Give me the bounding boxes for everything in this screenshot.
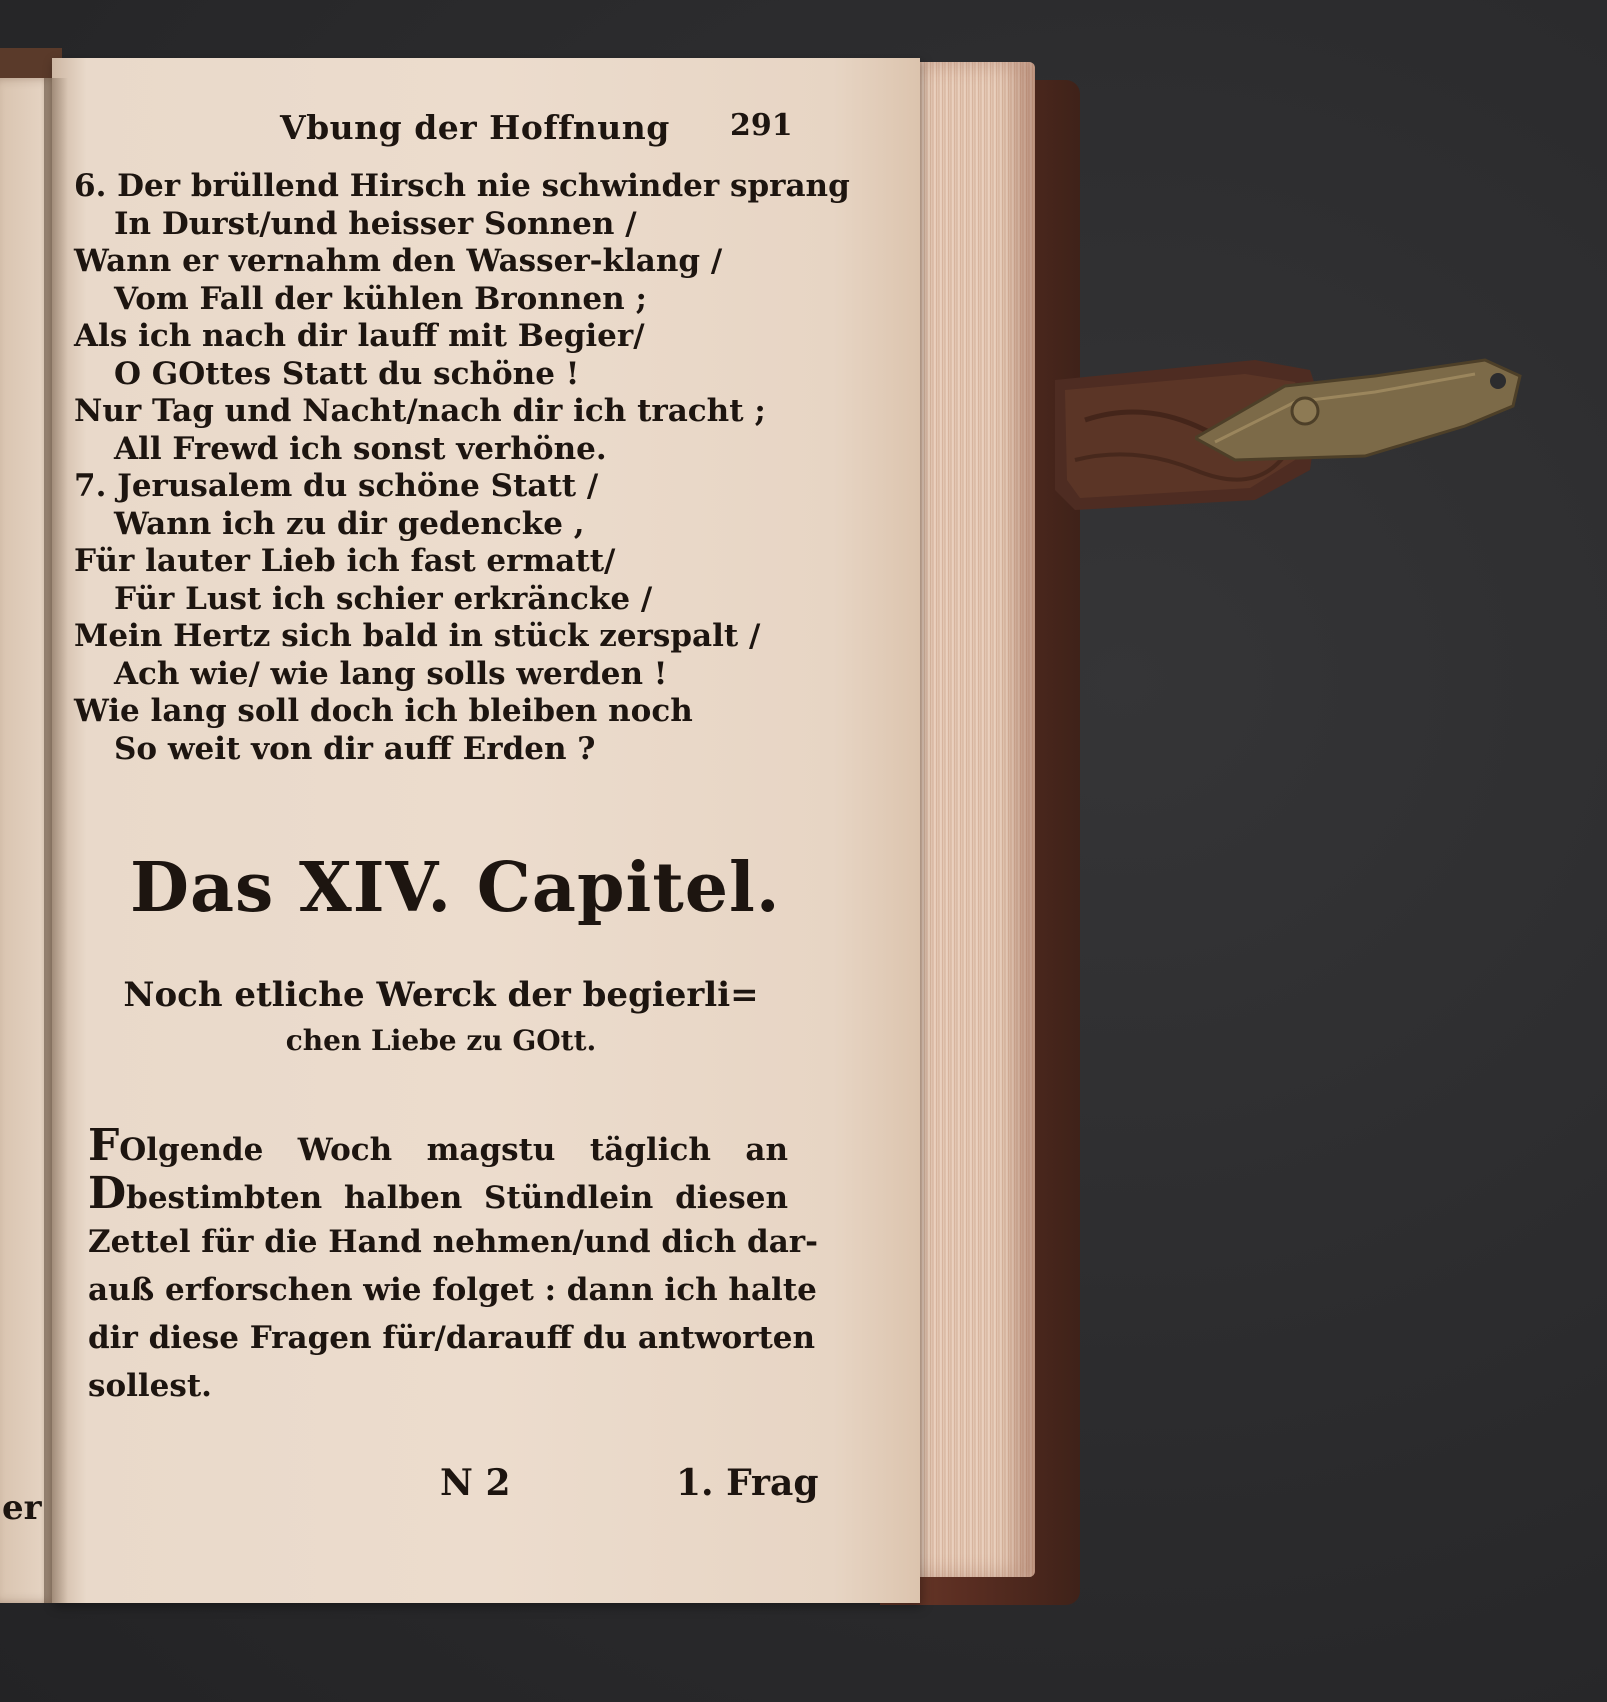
- verse-line: Für Lust ich schier erkräncke /: [114, 580, 653, 617]
- verse-line: So weit von dir auff Erden ?: [114, 730, 596, 767]
- body-line-text: bestimbten halben Stündlein diesen: [126, 1180, 788, 1216]
- verse-line: Wie lang soll doch ich bleiben noch: [74, 693, 693, 729]
- body-line-text: Olgende Woch magstu täglich an: [119, 1132, 788, 1168]
- verse-line: Ach wie/ wie lang solls werden !: [114, 655, 668, 692]
- verse-line: O GOttes Statt du schöne !: [114, 355, 580, 392]
- verse-line: Als ich nach dir lauff mit Begier/: [74, 318, 645, 354]
- running-head: Vbung der Hoffnung: [280, 108, 670, 147]
- page-number: 291: [730, 108, 793, 143]
- gutter-shadow: [44, 78, 68, 1603]
- subtitle-line-2: chen Liebe zu GOtt.: [285, 1024, 597, 1057]
- verse-line: All Frewd ich sonst verhöne.: [114, 430, 607, 467]
- verse-line: Mein Hertz sich bald in stück zerspalt /: [74, 618, 761, 654]
- body-line: sollest.: [88, 1368, 212, 1404]
- drop-initial: F: [88, 1120, 120, 1171]
- body-line: auß erforschen wie folget : dann ich halte: [88, 1272, 817, 1308]
- body-line: dir diese Fragen für/darauff du antworten: [88, 1320, 816, 1356]
- verse-block: [74, 168, 850, 768]
- left-page-catchword: er: [2, 1488, 42, 1528]
- signature-mark: N 2: [440, 1462, 511, 1504]
- verse-line: 6. Der brüllend Hirsch nie schwinder sprang: [74, 168, 850, 204]
- verse-line: 7. Jerusalem du schöne Statt /: [74, 468, 599, 504]
- chapter-title: Das XIV. Capitel.: [130, 848, 781, 928]
- verse-line: Wann er vernahm den Wasser-klang /: [74, 243, 723, 279]
- body-line: Zettel für die Hand nehmen/und dich dar-: [88, 1224, 818, 1260]
- subtitle-line-1: Noch etliche Werck der begierli=: [123, 975, 759, 1015]
- verse-line: Vom Fall der kühlen Bronnen ;: [114, 280, 647, 317]
- body-paragraph: [88, 1120, 818, 1410]
- body-line: [88, 1122, 788, 1170]
- chapter-subtitle: [76, 972, 806, 1064]
- body-line: [88, 1170, 788, 1218]
- verse-line: Wann ich zu dir gedencke ,: [114, 505, 585, 542]
- verse-line: Nur Tag und Nacht/nach dir ich tracht ;: [74, 393, 766, 429]
- verse-line: In Durst/und heisser Sonnen /: [114, 205, 637, 242]
- brass-clasp-icon: [1195, 356, 1525, 476]
- drop-initial-lower: D: [88, 1168, 127, 1219]
- catchword: 1. Frag: [676, 1462, 819, 1504]
- verse-line: Für lauter Lieb ich fast ermatt/: [74, 543, 616, 579]
